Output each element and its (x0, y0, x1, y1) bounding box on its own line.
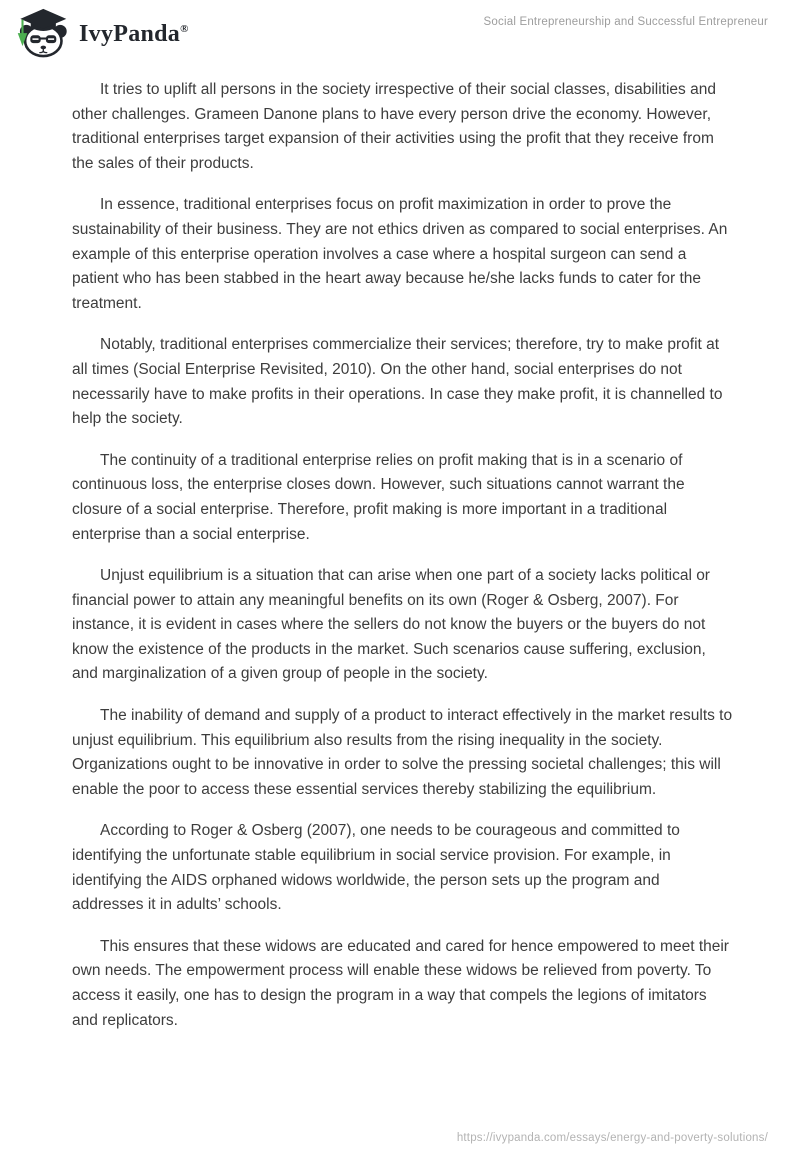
ivypanda-logo (14, 8, 189, 60)
paragraph: In essence, traditional enterprises focus on profit maximization in order to prove the sustainability of their business. They are not ethics driven as compared to social enterprises. An example of this enterprise operation involves a case where a hospital surgeon can send a patient who has been stabbed in the heart away because he/she lacks funds to cater for the treatment. (72, 196, 728, 312)
registered-mark: ® (180, 23, 189, 35)
essay-body (72, 78, 733, 1050)
brand-name (79, 22, 189, 46)
paragraph: It tries to uplift all persons in the society irrespective of their social classes, disabilities and other challenges. Grameen Danone plans to have every person drive the economy. However, traditional enterprises target expansion of their activities using the profit that they receive from the sales of their products. (72, 81, 716, 172)
paragraph: The inability of demand and supply of a product to interact effectively in the market results to unjust equilibrium. This equilibrium also results from the rising inequality in the society. Organizations ought to be innovative in order to solve the pressing societal challenges; this will enable the poor to access these essential services thereby stabilizing the equilibrium. (72, 707, 733, 798)
page-footer (457, 1128, 768, 1146)
panda-graduate-icon (14, 8, 70, 60)
brand-name-text: IvyPanda (79, 21, 181, 47)
paragraph: The continuity of a traditional enterprise relies on profit making that is in a scenario of continuous loss, the enterprise closes down. However, such situations cannot warrant the closure of a social enterprise. Therefore, profit making is more important in a traditional enterprise than a social enterprise. (72, 451, 685, 543)
source-url: https://ivypanda.com/essays/energy-and-poverty-solutions/ (456, 1132, 768, 1144)
paragraph: Unjust equilibrium is a situation that can arise when one part of a society lacks political or financial power to attain any meaningful benefits on its own (Roger & Osberg, 2007). For instance, it is evident in cases where the sellers do not know the buyers or the buyers do not know the existence of the products in the market. Such scenarios cause suffering, exclusion, and marginalization of a given group of people in the society. (72, 567, 710, 683)
paragraph: According to Roger & Osberg (2007), one needs to be courageous and committed to identifying the unfortunate stable equilibrium in social service provision. For example, in identifying the AIDS orphaned widows worldwide, the person sets up the program and addresses it in adults’ schools. (72, 822, 680, 914)
page-header (0, 0, 800, 70)
paragraph: Notably, traditional enterprises commercialize their services; therefore, try to make profit at all times (Social Enterprise Revisited, 2010). On the other hand, social enterprises do not necessarily have to make profits in their operations. In case they make profit, it is channelled to help the society. (72, 336, 723, 428)
paragraph: This ensures that these widows are educated and cared for hence empowered to meet their own needs. The empowerment process will enable these widows be relieved from poverty. To access it easily, one has to design the program in a way that compels the legions of imitators and replicators. (72, 937, 729, 1029)
document-title: Social Entrepreneurship and Successful Entrepreneur (483, 16, 768, 28)
